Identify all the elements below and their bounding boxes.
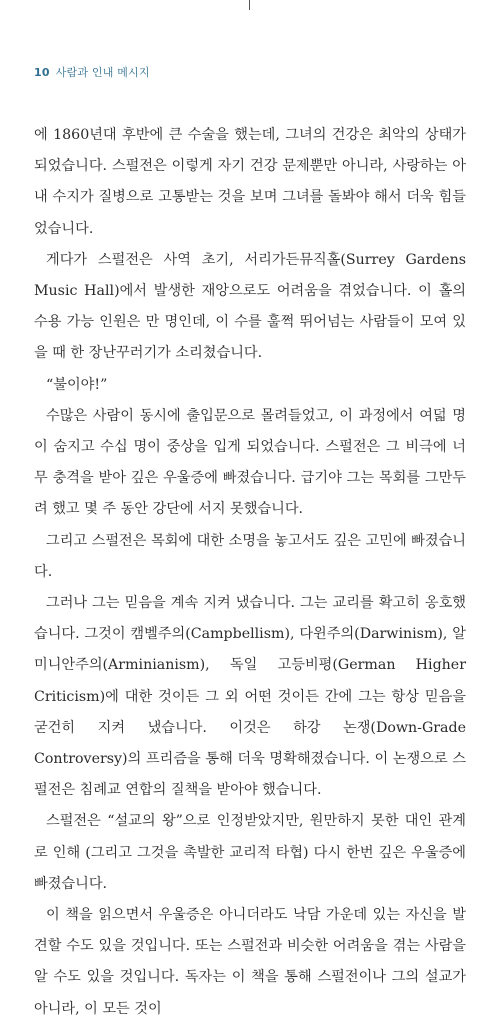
paragraph: 스펄전은 “설교의 왕”으로 인정받았지만, 원만하지 못한 대인 관계로 인해 (그리고 그것을 촉발한 교리적 타협) 다시 한번 깊은 우울증에 빠졌습니다. [34, 813, 466, 892]
paragraph: 그러나 그는 믿음을 계속 지켜 냈습니다. 그는 교리를 확고히 옹호했습니다. 그것이 캠벨주의(Campbellism), 다윈주의(Darwinism), 알미니안주의(Arminianism), 독일 고등비평(German Higher Criticism)에 대한 것이든 그 외 어떤 것이든 간에 그는 항상 믿음을 굳건히 지켜 냈습니다. 이것은 하강 논쟁(Down-Grade Controversy)의 프리즘을 통해 더욱 명확해졌습니다. 이 논쟁으로 스펄전은 침례교 연합의 질책을 받아야 했습니다. [34, 595, 466, 799]
paragraph: “불이야!” [46, 376, 108, 393]
running-header [34, 64, 150, 80]
running-title: 사람과 인내 메시지 [55, 66, 150, 79]
top-crop-mark [249, 0, 250, 10]
paragraph: 에 1860년대 후반에 큰 수술을 했는데, 그녀의 건강은 최악의 상태가 되었습니다. 스펄전은 이렇게 자기 건강 문제뿐만 아니라, 사랑하는 아내 수지가 질병으로 고통받는 것을 보며 그녀를 돌봐야 해서 더욱 힘들었습니다. [34, 127, 466, 237]
body-text [34, 120, 466, 1025]
paragraph: 게다가 스펄전은 사역 초기, 서리가든뮤직홀(Surrey Gardens Music Hall)에서 발생한 재앙으로도 어려움을 겪었습니다. 이 홀의 수용 가능 인원은 만 명인데, 이 수를 훌쩍 뛰어넘는 사람들이 모여 있을 때 한 장난꾸러기가 소리쳤습니다. [34, 251, 466, 362]
paragraph: 그리고 스펄전은 목회에 대한 소명을 놓고서도 깊은 고민에 빠졌습니다. [34, 532, 466, 580]
paragraph: 수많은 사람이 동시에 출입문으로 몰려들었고, 이 과정에서 여덟 명이 숨지고 수십 명이 중상을 입게 되었습니다. 스펄전은 그 비극에 너무 충격을 받아 깊은 우울증에 빠졌습니다. 급기야 그는 목회를 그만두려 했고 몇 주 동안 강단에 서지 못했습니다. [34, 407, 466, 518]
page-number: 10 [34, 66, 50, 79]
paragraph: 이 책을 읽으면서 우울증은 아니더라도 낙담 가운데 있는 자신을 발견할 수도 있을 것입니다. 또는 스펄전과 비슷한 어려움을 겪는 사람을 알 수도 있을 것입니다. 독자는 이 책을 통해 스펄전이나 그의 설교가 아니라, 이 모든 것이 [34, 907, 466, 1017]
